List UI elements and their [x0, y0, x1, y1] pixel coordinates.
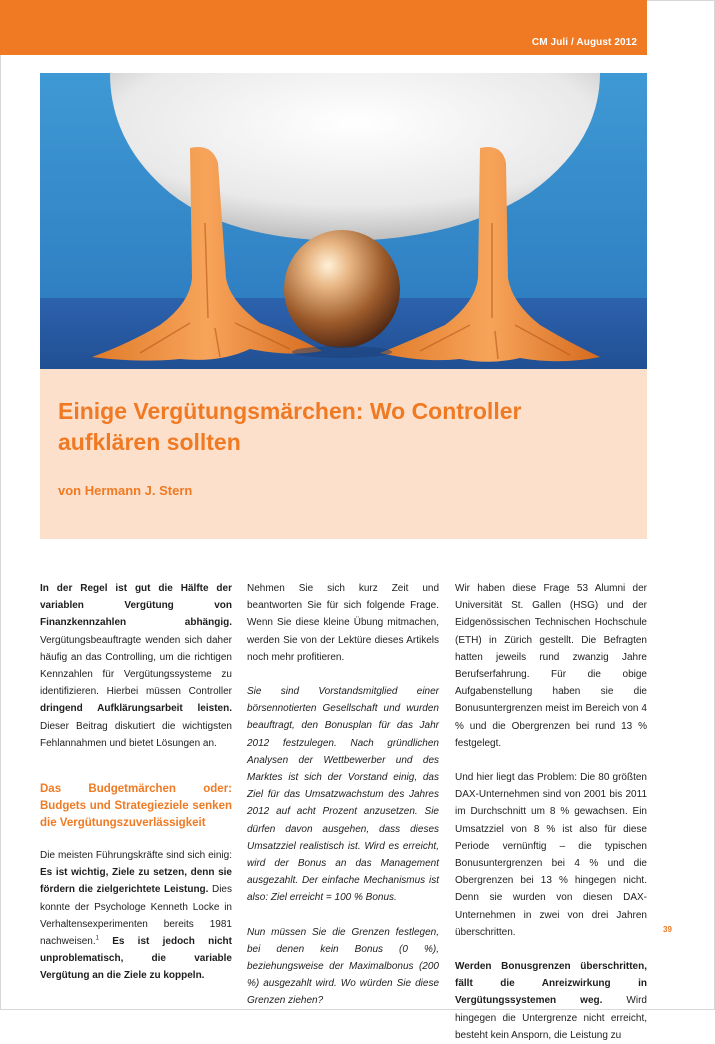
page-number: 39	[663, 925, 672, 934]
hero-image	[40, 73, 647, 369]
goose-feet-golden-egg-image	[40, 73, 647, 369]
intro-bold: In der Regel ist gut die Hälfte der variablen Vergütung von Finanzkennzahlen abhängig.	[40, 583, 232, 629]
col2-paragraph-1: Nehmen Sie sich kurz Zeit und beantworten Sie für sich folgende Frage. Wenn Sie diese kleine Übung mitmachen, werden Sie von der Lektüre dieses Artikels noch mehr profitieren.	[247, 583, 439, 663]
col3-paragraph-3	[455, 958, 647, 1044]
p2-text-2: Dies konnte der Psychologe Kenneth Locke in Verhaltensexperimenten bereits 1981 nachweisen.	[40, 884, 232, 948]
column-2	[247, 580, 439, 1010]
subheading: Das Budgetmärchen oder: Budgets und Strategieziele senken die Vergütungszuverlässigkeit	[40, 783, 232, 830]
col3-paragraph-1: Wir haben diese Frage 53 Alumni der Universität St. Gallen (HSG) und der Eidgenössischen Technischen Hochschule (ETH) in Zürich gestellt. Die Befragten hatten jeweils rund zwanzig Jahre Berufserfahrung. Für die obige Aufgabenstellung haben sie die Bonusuntergrenzen meist im Bereich von 4 % und die Obergrenzen bei rund 13 % festgelegt.	[455, 583, 647, 749]
intro-bold-2: dringend Aufklärungsarbeit leisten.	[40, 703, 232, 715]
column-3	[455, 580, 647, 1044]
col2-paragraph-2: Sie sind Vorstandsmitglied einer börsennotierten Gesellschaft und wurden beauftragt, den Bonusplan für das Jahr 2012 festzulegen. Nach gründlichen Analysen der Wettbewerber und des Marktes ist sich der Vorstand einig, das Ziel für das Umsatzwachstum des Jahres 2012 auf acht Prozent anzusetzen. Sie dürfen davon ausgehen, dass dieses Umsatzziel realistisch ist. Wird es erreicht, wird der Bonus an das Management ausgezahlt. Der einfache Mechanismus ist also: Ziel erreicht = 100 % Bonus.	[247, 686, 439, 904]
p2-bold-1: Es ist wichtig, Ziele zu setzen, denn sie fördern die zielgerichtete Leistung.	[40, 867, 232, 896]
footnote-ref[interactable]: 1	[95, 935, 99, 942]
issue-label: CM Juli / August 2012	[531, 37, 637, 48]
column-1	[40, 580, 232, 985]
col3-p3-bold: Werden Bonusgrenzen überschritten, fällt die Anreizwirkung in Vergütungssystemen weg.	[455, 961, 647, 1007]
p2-bold-2: Es ist jedoch nicht unproblematisch, die variable Vergütung an die Ziele zu koppeln.	[40, 936, 232, 982]
intro-text-2: Dieser Beitrag diskutiert die wichtigsten Fehlannahmen und bietet Lösungen an.	[40, 720, 232, 749]
col2-paragraph-3: Nun müssen Sie die Grenzen festlegen, bei denen kein Bonus (0 %), beziehungsweise der Maximalbonus (200 %) ausgezahlt wird. Wo würden Sie diese Grenzen ziehen?	[247, 926, 439, 1007]
col3-p3-text: Wird hingegen die Untergrenze nicht erreicht, besteht kein Ansporn, die Leistung zu	[455, 995, 647, 1041]
header-bar	[0, 0, 647, 55]
intro-text-1: Vergütungsbeauftragte wenden sich daher häufig an das Controlling, um die richtigen Kennzahlen für Vergütungssysteme zu identifizieren. Hierbei müssen Controller	[40, 634, 232, 698]
intro-paragraph	[40, 580, 232, 752]
article-author: von Hermann J. Stern	[58, 483, 193, 498]
article-title: Einige Vergütungsmärchen: Wo Controller aufklären sollten	[58, 398, 522, 455]
col3-paragraph-2: Und hier liegt das Problem: Die 80 größten DAX-Unternehmen sind von 2001 bis 2011 im Durchschnitt um 8 % gewachsen. Ein Umsatzziel von 8 % ist also für diese Periode vernünftig – die typischen Bonusuntergrenzen bei 4 % und die Obergrenzen bei 13 % hingegen nicht. Denn sie wurden von diesen DAX-Unternehmen in zwei von drei Jahren überschritten.	[455, 772, 647, 938]
title-box	[40, 369, 647, 539]
paragraph-2	[40, 847, 232, 985]
p2-text-1: Die meisten Führungskräfte sind sich einig:	[40, 850, 232, 862]
